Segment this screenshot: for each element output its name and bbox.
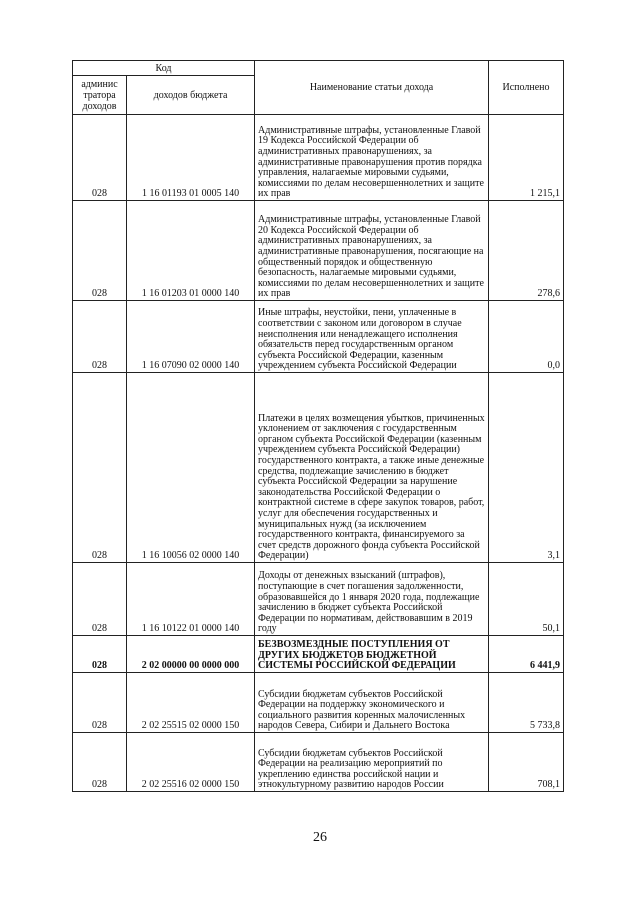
revenue-name: Платежи в целях возмещения убытков, причиненных уклонением от заключения с государственным органом субъекта Российской Федерации (казенным учреждением субъекта Российской Федерации) государственного контракта, а также иные денежные средства, подлежащие зачислению в бюджет субъекта Российской Федерации за нарушение законодательства Российской Федерации о контрактной системе в сфере закупок товаров, работ, услуг для обеспечения государственных и муниципальных нужд (за исключением государственного контракта, финансируемого за счет средств дорожного фонда субъекта Российской Федерации) bbox=[255, 373, 489, 563]
executed-amount: 708,1 bbox=[489, 733, 564, 792]
budget-code: 1 16 10056 02 0000 140 bbox=[127, 373, 255, 563]
administrator-code: 028 bbox=[73, 673, 127, 733]
budget-code: 2 02 25516 02 0000 150 bbox=[127, 733, 255, 792]
header-executed-cell: Исполнено bbox=[489, 61, 564, 115]
administrator-code: 028 bbox=[73, 733, 127, 792]
table-row bbox=[73, 563, 564, 636]
revenue-name: Административные штрафы, установленные Главой 19 Кодекса Российской Федерации об административных правонарушениях, за административные правонарушения против порядка управления, налагаемые мировыми судьями, комиссиями по делам несовершеннолетних и защите их прав bbox=[255, 115, 489, 201]
revenue-name: Субсидии бюджетам субъектов Российской Федерации на реализацию мероприятий по укреплению единства российской нации и этнокультурному развитию народов России bbox=[255, 733, 489, 792]
executed-amount: 3,1 bbox=[489, 373, 564, 563]
header-row-1 bbox=[73, 61, 564, 76]
executed-amount: 0,0 bbox=[489, 301, 564, 373]
table-row bbox=[73, 115, 564, 201]
page-number: 26 bbox=[313, 830, 327, 845]
executed-amount: 278,6 bbox=[489, 201, 564, 301]
header-administrator-cell: админис тратора доходов bbox=[73, 76, 127, 115]
executed-amount: 6 441,9 bbox=[489, 636, 564, 673]
administrator-code: 028 bbox=[73, 301, 127, 373]
executed-amount: 1 215,1 bbox=[489, 115, 564, 201]
table-row bbox=[73, 201, 564, 301]
table-row bbox=[73, 673, 564, 733]
administrator-code: 028 bbox=[73, 636, 127, 673]
revenue-name: Субсидии бюджетам субъектов Российской Федерации на поддержку экономического и социального развития коренных малочисленных народов Севера, Сибири и Дальнего Востока bbox=[255, 673, 489, 733]
budget-code: 1 16 01203 01 0000 140 bbox=[127, 201, 255, 301]
header-code-cell: Код bbox=[73, 61, 255, 76]
header-name-cell: Наименование статьи дохода bbox=[255, 61, 489, 115]
revenue-table bbox=[72, 60, 564, 792]
administrator-code: 028 bbox=[73, 201, 127, 301]
revenue-name: Административные штрафы, установленные Главой 20 Кодекса Российской Федерации об административных правонарушениях, за административные правонарушения, посягающие на общественный порядок и общественную безопасность, налагаемые мировыми судьями, комиссиями по делам несовершеннолетних и защите их прав bbox=[255, 201, 489, 301]
table-row bbox=[73, 733, 564, 792]
administrator-code: 028 bbox=[73, 563, 127, 636]
budget-code: 2 02 00000 00 0000 000 bbox=[127, 636, 255, 673]
header-budget-revenue-cell: доходов бюджета bbox=[127, 76, 255, 115]
administrator-code: 028 bbox=[73, 373, 127, 563]
administrator-code: 028 bbox=[73, 115, 127, 201]
revenue-name: Доходы от денежных взысканий (штрафов), поступающие в счет погашения задолженности, образовавшейся до 1 января 2020 года, подлежащие зачислению в бюджет субъекта Российской Федерации по нормативам, действовавшим в 2019 году bbox=[255, 563, 489, 636]
revenue-name: Иные штрафы, неустойки, пени, уплаченные в соответствии с законом или договором в случае неисполнения или ненадлежащего исполнения обязательств перед государственным органом субъекта Российской Федерации, казенным учреждением субъекта Российской Федерации bbox=[255, 301, 489, 373]
executed-amount: 50,1 bbox=[489, 563, 564, 636]
table-row bbox=[73, 636, 564, 673]
budget-code: 2 02 25515 02 0000 150 bbox=[127, 673, 255, 733]
budget-code: 1 16 01193 01 0005 140 bbox=[127, 115, 255, 201]
budget-code: 1 16 07090 02 0000 140 bbox=[127, 301, 255, 373]
budget-code: 1 16 10122 01 0000 140 bbox=[127, 563, 255, 636]
table-row bbox=[73, 373, 564, 563]
revenue-name: БЕЗВОЗМЕЗДНЫЕ ПОСТУПЛЕНИЯ ОТ ДРУГИХ БЮДЖЕТОВ БЮДЖЕТНОЙ СИСТЕМЫ РОССИЙСКОЙ ФЕДЕРАЦИИ bbox=[255, 636, 489, 673]
executed-amount: 5 733,8 bbox=[489, 673, 564, 733]
table-row bbox=[73, 301, 564, 373]
